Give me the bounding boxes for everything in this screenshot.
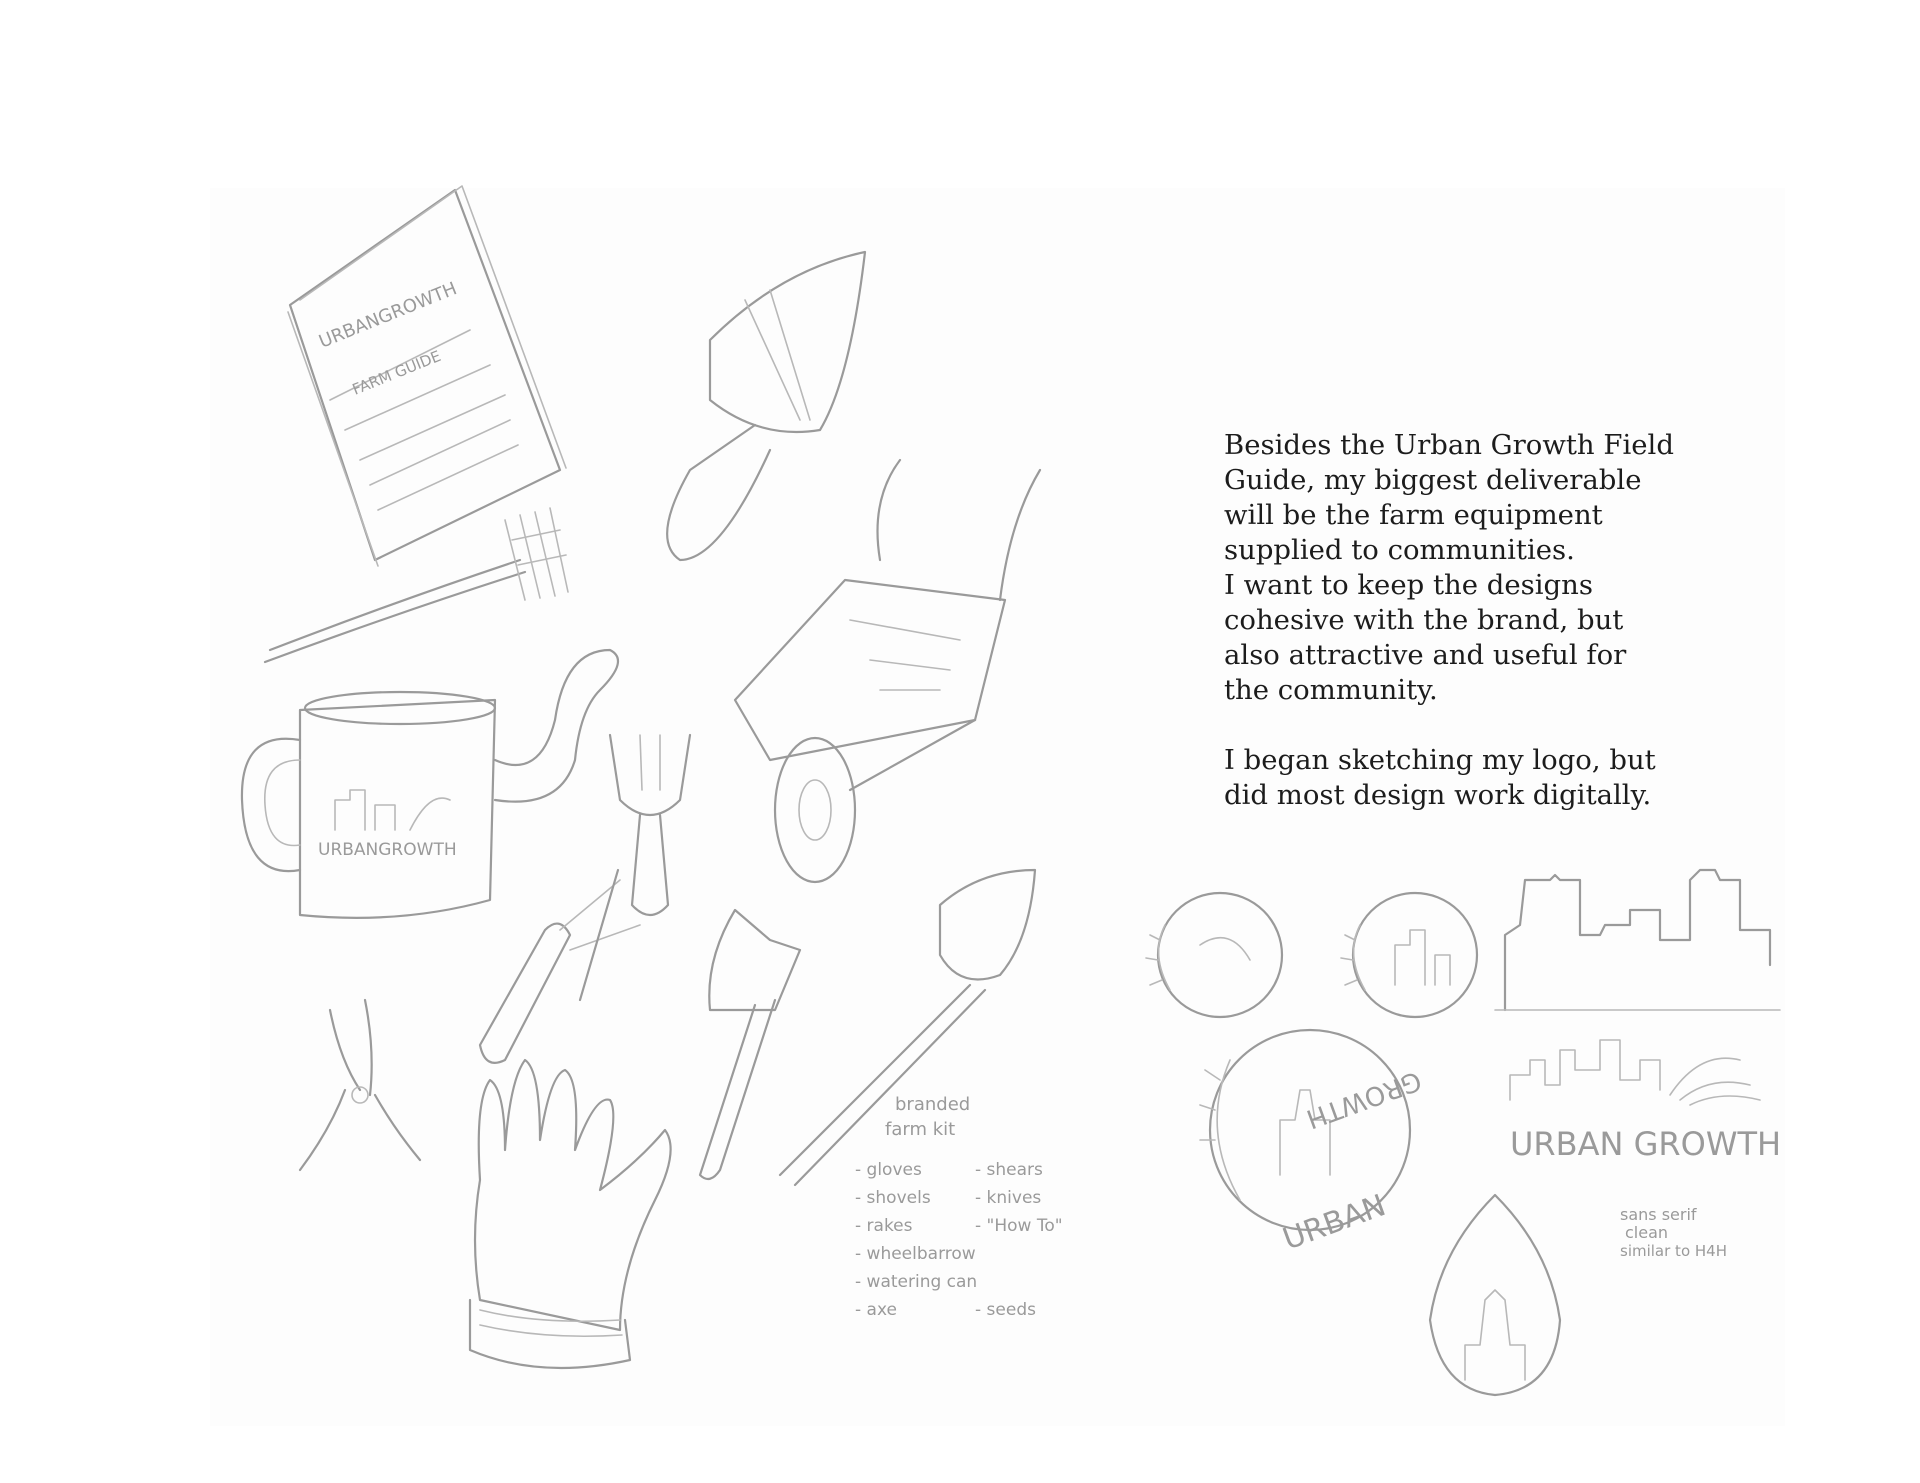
shears-sketch (300, 1000, 420, 1170)
kit-item: - "How To" (975, 1216, 1063, 1236)
trowel-sketch (667, 252, 865, 560)
type-note (1620, 1205, 1727, 1260)
kit-title-2: farm kit (885, 1119, 956, 1140)
wheelbarrow-sketch (735, 460, 1040, 882)
kit-item: - shovels (855, 1188, 931, 1208)
farm-guide-book-sketch (288, 186, 566, 566)
description-paragraph-1: Besides the Urban Growth Field Guide, my biggest deliverable will be the farm equipment supplied to communities. I want to keep the designs cohesive with the brand, but also attractive and useful for the community. (1224, 429, 1674, 706)
type-note-line: sans serif (1620, 1205, 1697, 1224)
description-text (1224, 428, 1784, 813)
skyline-outline-sketch (1495, 870, 1780, 1010)
hand-fork-sketch (610, 735, 690, 915)
logo-arc-bottom: URBAN (1278, 1188, 1391, 1258)
kit-item: - axe (855, 1300, 897, 1320)
description-paragraph-2: I began sketching my logo, but did most design work digitally. (1224, 744, 1656, 811)
kit-item: - rakes (855, 1216, 913, 1236)
kit-item: - wheelbarrow (855, 1244, 976, 1264)
kit-item: - seeds (975, 1300, 1036, 1320)
glove-sketch (470, 1060, 671, 1368)
book-brand-label: URBANGROWTH (316, 278, 460, 353)
skyline-wordmark-sketch (1510, 1040, 1781, 1163)
book-title-label: FARM GUIDE (349, 346, 444, 399)
pocket-knife-sketch (480, 870, 640, 1063)
watering-can-sketch (242, 650, 618, 918)
type-note-line: clean (1625, 1223, 1669, 1242)
kit-title-1: branded (895, 1094, 971, 1115)
kit-item: - shears (975, 1160, 1043, 1180)
logo-wordmark: URBAN GROWTH (1510, 1125, 1782, 1163)
circular-wordmark-sketch (1200, 1030, 1425, 1257)
round-logo-sketches (1146, 893, 1477, 1017)
type-note-line: similar to H4H (1620, 1242, 1727, 1260)
logo-arc-top: GROWTH (1302, 1064, 1426, 1134)
can-brand-label: URBANGROWTH (318, 840, 457, 860)
farm-kit-note (855, 1094, 1063, 1320)
drop-emblem-sketch (1430, 1195, 1560, 1395)
rake-sketch (265, 508, 568, 662)
axe-sketch (700, 910, 800, 1179)
kit-item: - knives (975, 1188, 1042, 1208)
kit-item: - gloves (855, 1160, 922, 1180)
kit-item: - watering can (855, 1272, 978, 1292)
